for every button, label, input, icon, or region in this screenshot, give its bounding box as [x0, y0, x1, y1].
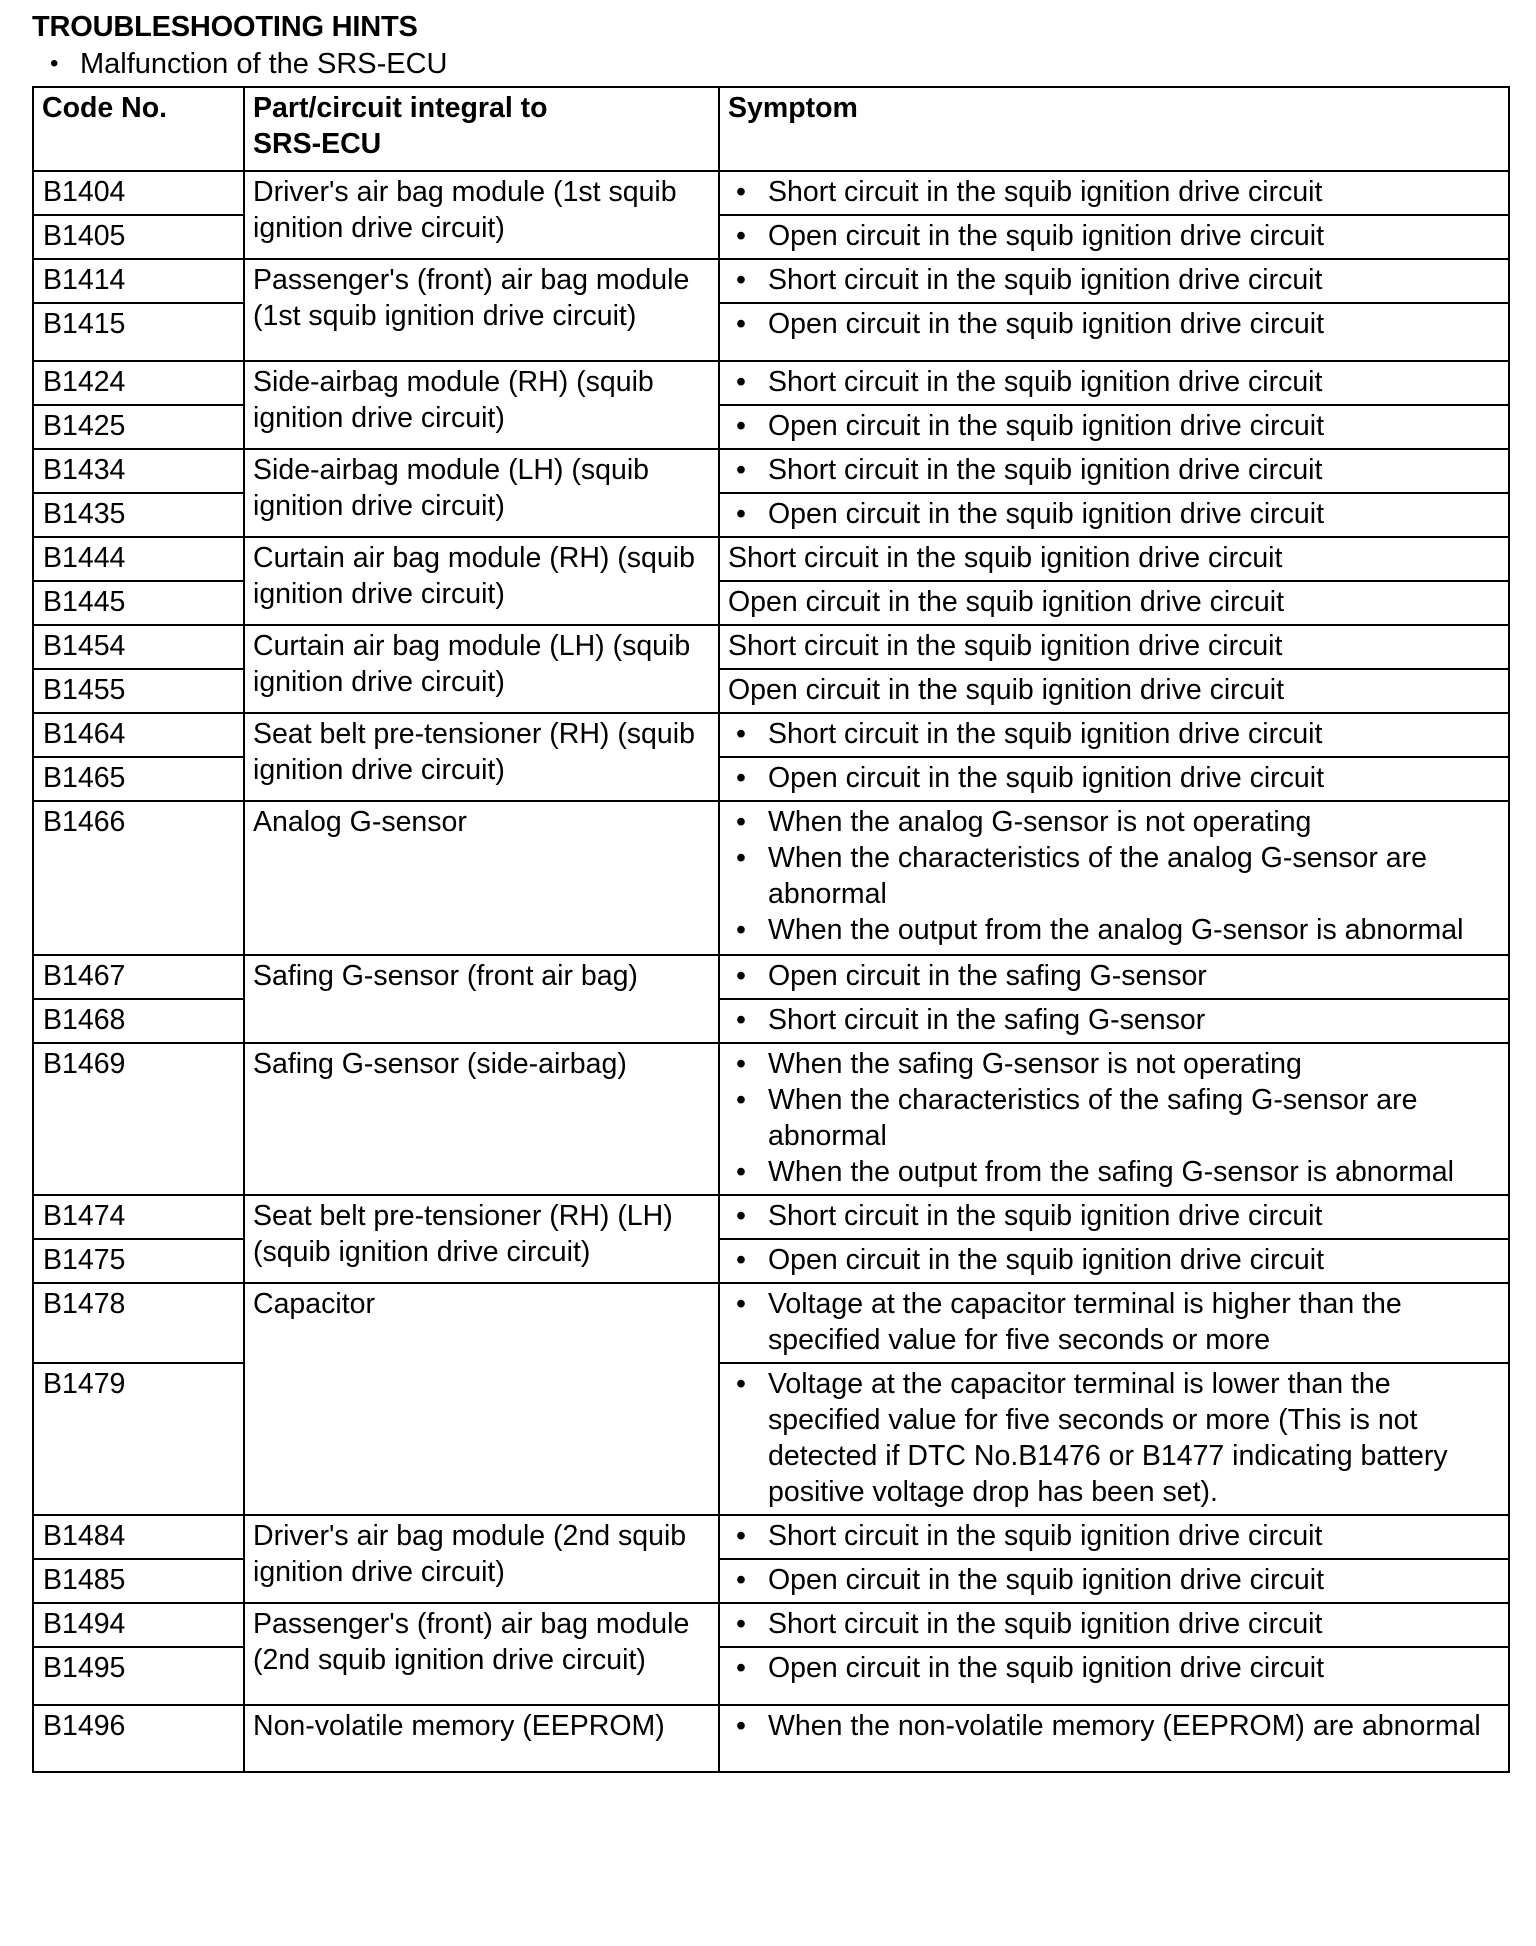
table-row [33, 1043, 1509, 1195]
table-row [33, 1515, 1509, 1559]
header-part-line1: Part/circuit integral to [253, 92, 548, 124]
part-cell: Side-airbag module (RH) (squib ignition drive circuit) [244, 361, 719, 449]
symptom-list [728, 804, 1500, 948]
code-cell: B1495 [33, 1647, 244, 1705]
table-row [33, 713, 1509, 757]
symptom-list [728, 1366, 1500, 1510]
symptom-item: • Short circuit in the squib ignition drive circuit [728, 1198, 1500, 1234]
symptom-text: Short circuit in the squib ignition drive circuit [728, 630, 1283, 662]
table-row [33, 1283, 1509, 1363]
table-row [33, 259, 1509, 303]
part-cell: Seat belt pre-tensioner (RH) (squib ignition drive circuit) [244, 713, 719, 801]
table-row [33, 537, 1509, 581]
symptom-list [728, 760, 1500, 796]
code-cell: B1494 [33, 1603, 244, 1647]
code-cell: B1474 [33, 1195, 244, 1239]
symptom-list [728, 1708, 1500, 1744]
table-row [33, 449, 1509, 493]
symptom-cell [719, 1647, 1509, 1705]
symptom-text: Short circuit in the squib ignition drive circuit [728, 542, 1283, 574]
symptom-list [728, 306, 1500, 342]
table-header-row [33, 87, 1509, 171]
symptom-cell [719, 1195, 1509, 1239]
symptom-item: • Short circuit in the safing G-sensor [728, 1002, 1500, 1038]
part-cell: Capacitor [244, 1283, 719, 1515]
code-cell: B1465 [33, 757, 244, 801]
symptom-item: • When the analog G-sensor is not operating [728, 804, 1500, 840]
code-cell: B1485 [33, 1559, 244, 1603]
part-cell: Analog G-sensor [244, 801, 719, 955]
symptom-item: • Voltage at the capacitor terminal is lower than the specified value for five seconds or more (This is not detected if DTC No.B1476 or B1477 indicating battery positive voltage drop has been set). [728, 1366, 1500, 1510]
symptom-text: Open circuit in the squib ignition drive circuit [728, 586, 1285, 618]
part-cell: Passenger's (front) air bag module (2nd squib ignition drive circuit) [244, 1603, 719, 1705]
symptom-item: • When the characteristics of the safing G-sensor are abnormal [728, 1082, 1500, 1154]
symptom-text: Open circuit in the squib ignition drive circuit [728, 674, 1285, 706]
symptom-cell [719, 999, 1509, 1043]
table-row [33, 1603, 1509, 1647]
symptom-item: • Short circuit in the squib ignition drive circuit [728, 1518, 1500, 1554]
part-cell: Safing G-sensor (side-airbag) [244, 1043, 719, 1195]
header-code: Code No. [33, 87, 244, 171]
symptom-item: • Voltage at the capacitor terminal is higher than the specified value for five seconds or more [728, 1286, 1500, 1358]
symptom-list [728, 1286, 1500, 1358]
part-cell: Seat belt pre-tensioner (RH) (LH) (squib ignition drive circuit) [244, 1195, 719, 1283]
symptom-list [728, 496, 1500, 532]
code-cell: B1435 [33, 493, 244, 537]
code-cell: B1424 [33, 361, 244, 405]
symptom-item: • Open circuit in the squib ignition drive circuit [728, 496, 1500, 532]
symptom-cell [719, 493, 1509, 537]
code-cell: B1467 [33, 955, 244, 999]
symptom-item: • When the safing G-sensor is not operating [728, 1046, 1500, 1082]
part-cell: Driver's air bag module (1st squib ignition drive circuit) [244, 171, 719, 259]
table-row [33, 1705, 1509, 1772]
table-row [33, 171, 1509, 215]
symptom-cell [719, 259, 1509, 303]
symptom-cell [719, 1603, 1509, 1647]
table-body [33, 171, 1509, 1772]
symptom-list [728, 452, 1500, 488]
code-cell: B1454 [33, 625, 244, 669]
symptom-list [728, 1518, 1500, 1554]
symptom-item: • When the non-volatile memory (EEPROM) are abnormal [728, 1708, 1500, 1744]
part-cell: Non-volatile memory (EEPROM) [244, 1705, 719, 1772]
code-cell: B1466 [33, 801, 244, 955]
symptom-list [728, 364, 1500, 400]
symptom-list [728, 1242, 1500, 1278]
symptom-item: • When the output from the analog G-sensor is abnormal [728, 912, 1500, 948]
symptom-item: • Open circuit in the squib ignition drive circuit [728, 1562, 1500, 1598]
table-row [33, 361, 1509, 405]
symptom-item: • Short circuit in the squib ignition drive circuit [728, 716, 1500, 752]
symptom-item: • Short circuit in the squib ignition drive circuit [728, 174, 1500, 210]
symptom-cell [719, 215, 1509, 259]
symptom-list [728, 958, 1500, 994]
part-cell: Driver's air bag module (2nd squib ignition drive circuit) [244, 1515, 719, 1603]
code-cell: B1479 [33, 1363, 244, 1515]
bullet-icon: • [50, 50, 59, 77]
symptom-cell [719, 1239, 1509, 1283]
symptom-list [728, 174, 1500, 210]
symptom-list [728, 716, 1500, 752]
code-cell: B1414 [33, 259, 244, 303]
code-cell: B1484 [33, 1515, 244, 1559]
symptom-list [728, 262, 1500, 298]
code-cell: B1469 [33, 1043, 244, 1195]
part-cell: Side-airbag module (LH) (squib ignition drive circuit) [244, 449, 719, 537]
code-cell: B1464 [33, 713, 244, 757]
symptom-item: • Open circuit in the squib ignition drive circuit [728, 218, 1500, 254]
code-cell: B1405 [33, 215, 244, 259]
code-cell: B1425 [33, 405, 244, 449]
symptom-cell [719, 449, 1509, 493]
part-cell: Curtain air bag module (LH) (squib ignition drive circuit) [244, 625, 719, 713]
code-cell: B1415 [33, 303, 244, 361]
part-cell: Curtain air bag module (RH) (squib ignition drive circuit) [244, 537, 719, 625]
symptom-item: • When the characteristics of the analog G-sensor are abnormal [728, 840, 1500, 912]
header-symptom: Symptom [719, 87, 1509, 171]
table-row [33, 625, 1509, 669]
symptom-item: • Open circuit in the squib ignition drive circuit [728, 1650, 1500, 1686]
symptom-list [728, 1650, 1500, 1686]
symptom-cell [719, 801, 1509, 955]
subheading-text: Malfunction of the SRS-ECU [80, 48, 448, 80]
symptom-item: • Short circuit in the squib ignition drive circuit [728, 364, 1500, 400]
symptom-list [728, 1046, 1500, 1190]
symptom-cell [719, 1559, 1509, 1603]
symptom-cell [719, 757, 1509, 801]
symptom-list [728, 408, 1500, 444]
code-cell: B1444 [33, 537, 244, 581]
symptom-item: • Open circuit in the safing G-sensor [728, 958, 1500, 994]
header-part [244, 87, 719, 171]
code-cell: B1445 [33, 581, 244, 625]
table-row [33, 801, 1509, 955]
symptom-list [728, 1198, 1500, 1234]
table-row [33, 1195, 1509, 1239]
symptom-cell [719, 669, 1509, 713]
symptom-cell [719, 1283, 1509, 1363]
troubleshooting-table [32, 86, 1510, 1773]
symptom-item: • Open circuit in the squib ignition drive circuit [728, 408, 1500, 444]
symptom-item: • Short circuit in the squib ignition drive circuit [728, 1606, 1500, 1642]
part-cell: Safing G-sensor (front air bag) [244, 955, 719, 1043]
symptom-cell [719, 955, 1509, 999]
symptom-cell [719, 303, 1509, 361]
code-cell: B1404 [33, 171, 244, 215]
subheading [50, 46, 447, 82]
symptom-item: • Short circuit in the squib ignition drive circuit [728, 262, 1500, 298]
code-cell: B1496 [33, 1705, 244, 1772]
symptom-cell [719, 537, 1509, 581]
code-cell: B1475 [33, 1239, 244, 1283]
page-title: TROUBLESHOOTING HINTS [32, 11, 418, 43]
code-cell: B1455 [33, 669, 244, 713]
symptom-list [728, 1002, 1500, 1038]
symptom-cell [719, 1705, 1509, 1772]
table-row [33, 955, 1509, 999]
symptom-list [728, 218, 1500, 254]
symptom-item: • When the output from the safing G-sensor is abnormal [728, 1154, 1500, 1190]
symptom-cell [719, 713, 1509, 757]
symptom-item: • Open circuit in the squib ignition drive circuit [728, 306, 1500, 342]
symptom-list [728, 1606, 1500, 1642]
symptom-cell [719, 1515, 1509, 1559]
symptom-cell [719, 625, 1509, 669]
symptom-cell [719, 1363, 1509, 1515]
header-part-line2: SRS-ECU [253, 128, 382, 160]
code-cell: B1478 [33, 1283, 244, 1363]
symptom-cell [719, 1043, 1509, 1195]
symptom-cell [719, 405, 1509, 449]
code-cell: B1468 [33, 999, 244, 1043]
symptom-item: • Open circuit in the squib ignition drive circuit [728, 760, 1500, 796]
symptom-cell [719, 581, 1509, 625]
symptom-cell [719, 361, 1509, 405]
part-cell: Passenger's (front) air bag module (1st squib ignition drive circuit) [244, 259, 719, 361]
symptom-list [728, 1562, 1500, 1598]
symptom-item: • Short circuit in the squib ignition drive circuit [728, 452, 1500, 488]
symptom-cell [719, 171, 1509, 215]
symptom-item: • Open circuit in the squib ignition drive circuit [728, 1242, 1500, 1278]
code-cell: B1434 [33, 449, 244, 493]
